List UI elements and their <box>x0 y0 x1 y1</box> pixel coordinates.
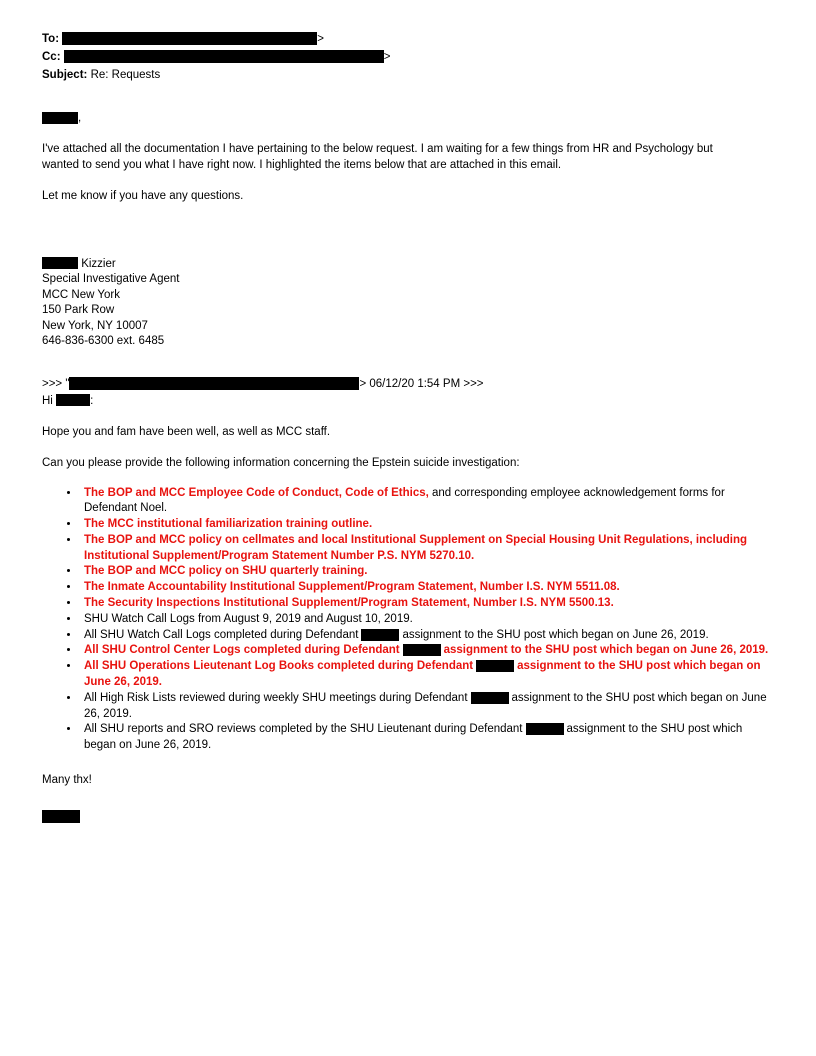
request-text-highlighted: All SHU Control Center Logs completed during Defendant <box>84 644 400 657</box>
request-list-item <box>80 533 774 565</box>
request-list-item <box>80 722 774 754</box>
request-text-highlighted: The MCC institutional familiarization training outline. <box>84 518 373 531</box>
salutation-punct: , <box>78 112 82 124</box>
request-list-item <box>80 659 774 691</box>
signature-block <box>42 257 774 350</box>
quote-timestamp: 06/12/20 1:54 PM <box>369 377 461 390</box>
signature-title: Special Investigative Agent <box>42 273 180 285</box>
quoted-message-header <box>42 376 774 392</box>
request-list-item <box>80 564 774 580</box>
header-row-to <box>42 30 774 48</box>
final-redaction-block <box>42 808 774 826</box>
request-text-highlighted: All SHU Operations Lieutenant Log Books completed during Defendant <box>84 660 474 673</box>
request-text: SHU Watch Call Logs from August 9, 2019 and August 10, 2019. <box>84 612 413 625</box>
quoted-paragraph-1: Hope you and fam have been well, as well as MCC staff. <box>42 425 331 438</box>
quoted-greeting-suffix: : <box>90 394 94 407</box>
body-paragraph-1: I've attached all the documentation I have pertaining to the below request. I am waiting for a few things from HR and Psychology but wanted to send you what I have right now. I highlighted the items below that are attached in this email. <box>42 143 713 171</box>
request-text-highlighted: The BOP and MCC Employee Code of Conduct, Code of Ethics, <box>84 486 429 499</box>
redaction-defendant-name <box>476 660 514 672</box>
quote-after-redaction: > <box>359 377 367 390</box>
signature-phone: 646-836-6300 ext. 6485 <box>42 335 165 347</box>
request-text-highlighted: assignment to the SHU post which began on June 26, 2019. <box>443 644 769 657</box>
request-text: All SHU Watch Call Logs completed during Defendant <box>84 628 359 641</box>
request-list-item <box>80 612 774 628</box>
request-text-highlighted: The BOP and MCC policy on SHU quarterly training. <box>84 565 368 578</box>
email-header-block <box>42 30 774 84</box>
request-list-item <box>80 643 774 659</box>
request-text: assignment to the SHU post which began on June 26, 2019. <box>402 628 709 641</box>
quote-prefix: >>> " <box>42 377 70 390</box>
request-text: assignment to the SHU post which began on June 26, 2019. <box>84 723 743 752</box>
redaction-signature-first-name <box>42 257 78 269</box>
redaction-defendant-name <box>361 629 399 641</box>
request-list-item <box>80 486 774 518</box>
request-list-item <box>80 596 774 612</box>
header-label-to: To: <box>42 33 60 45</box>
redaction-cc-recipient <box>64 50 384 63</box>
request-list-item <box>80 517 774 533</box>
request-text-highlighted: The Security Inspections Institutional Supplement/Program Statement, Number I.S. NYM 5500.13. <box>84 597 614 610</box>
header-to-trailing: > <box>317 33 324 45</box>
signature-last-name: Kizzier <box>81 257 116 270</box>
header-label-cc: Cc: <box>42 51 61 63</box>
quoted-paragraph-2: Can you please provide the following information concerning the Epstein suicide investigation: <box>42 457 520 469</box>
header-subject-value: Re: Requests <box>90 69 161 81</box>
redaction-defendant-name <box>471 692 509 704</box>
request-text-highlighted: assignment to the SHU post which began on June 26, 2019. <box>84 660 761 689</box>
request-list-item <box>80 691 774 723</box>
redaction-defendant-name <box>526 723 564 735</box>
header-cc-trailing: > <box>383 51 391 63</box>
quoted-greeting <box>42 393 774 409</box>
redaction-quoted-signature <box>42 810 80 823</box>
header-row-cc <box>42 48 774 66</box>
redaction-defendant-name <box>403 644 441 656</box>
redaction-quoted-greeting-name <box>56 394 90 406</box>
request-text: assignment to the SHU post which began on June 26, 2019. <box>84 691 767 720</box>
requests-list <box>42 486 774 755</box>
header-label-subject: Subject: <box>42 69 88 81</box>
signature-name-line <box>42 257 774 273</box>
request-text-highlighted: The Inmate Accountability Institutional Supplement/Program Statement, Number I.S. NYM 5511.08. <box>84 581 620 594</box>
quote-suffix: >>> <box>463 377 484 390</box>
request-list-item <box>80 580 774 596</box>
quoted-closing: Many thx! <box>42 774 92 787</box>
salutation <box>42 110 774 126</box>
redaction-quoted-sender <box>69 377 359 390</box>
request-text: All High Risk Lists reviewed during weekly SHU meetings during Defendant <box>84 691 468 704</box>
header-row-subject <box>42 66 774 84</box>
request-list-item <box>80 628 774 644</box>
request-text: All SHU reports and SRO reviews completed by the SHU Lieutenant during Defendant <box>84 723 523 736</box>
quoted-greeting-prefix: Hi <box>42 394 53 407</box>
request-text: and corresponding employee acknowledgement forms for Defendant Noel. <box>84 486 725 515</box>
body-paragraph-2: Let me know if you have any questions. <box>42 190 244 202</box>
signature-address: 150 Park Row <box>42 304 115 316</box>
redaction-salutation-name <box>42 112 78 124</box>
signature-facility: MCC New York <box>42 288 120 301</box>
signature-city-state-zip: New York, NY 10007 <box>42 319 148 332</box>
request-text-highlighted: The BOP and MCC policy on cellmates and local Institutional Supplement on Special Housing Unit Regulations, including Institutional Supplement/Program Statement Number P.S. NYM 5270.10. <box>84 533 748 562</box>
redaction-to-recipient <box>62 32 317 45</box>
